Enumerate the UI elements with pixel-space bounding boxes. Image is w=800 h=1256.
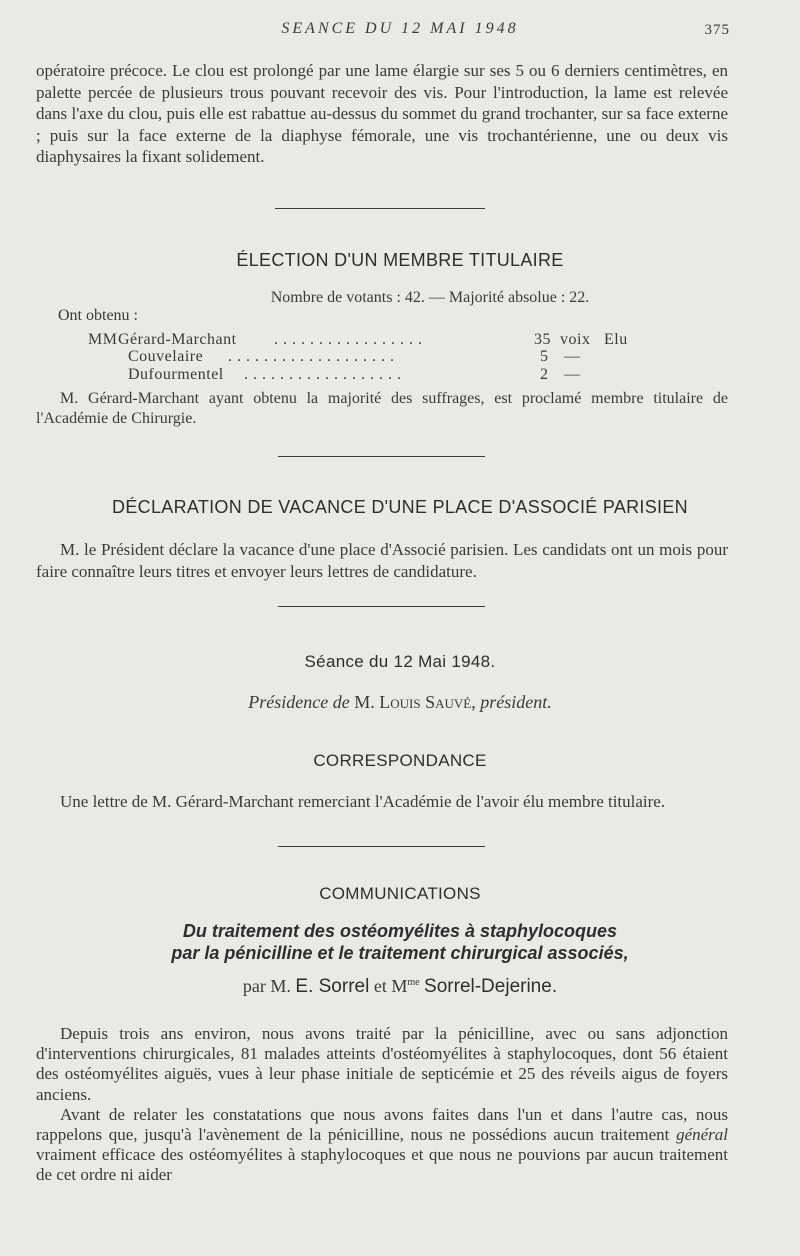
seance-title: Séance du 12 Mai 1948. [304, 652, 496, 671]
vote-row-unit: — [564, 366, 581, 383]
article-paragraph [36, 1024, 728, 1186]
election-result [36, 389, 728, 429]
election-result-text: M. Gérard-Marchant ayant obtenu la majorité des suffrages, est proclamé membre titulaire de l'Académie de Chirurgie. [36, 390, 728, 427]
presidence-prefix: Présidence de [248, 692, 350, 712]
vote-row-votes: 2 [540, 366, 549, 383]
section-divider [278, 606, 485, 607]
vote-row-name: Gérard-Marchant [118, 331, 237, 348]
article-title [0, 920, 800, 964]
section-divider [275, 208, 485, 209]
vacancy-text: M. le Président déclare la vacance d'une place d'Associé parisien. Les candidats ont un mois pour faire connaître leurs titres et envoyer leurs lettres de candidature. [36, 540, 728, 581]
vote-row [88, 366, 648, 386]
vote-row-votes: 5 [540, 348, 549, 365]
president-name: M. Louis Sauvé, [354, 692, 476, 712]
author-name: E. Sorrel [295, 976, 370, 997]
article-paragraph-text [36, 1105, 728, 1186]
authors-superscript: me [407, 977, 420, 988]
authors-connector: et M [373, 976, 408, 996]
article-title-line: par la pénicilline et le traitement chirurgical associés, [171, 943, 629, 963]
vacancy-paragraph [36, 539, 728, 582]
article-title-line: Du traitement des ostéomyélites à staphylocoques [182, 921, 618, 941]
correspondance-title: CORRESPONDANCE [313, 751, 487, 770]
vacancy-title: DÉCLARATION DE VACANCE D'UNE PLACE D'ASSOCIÉ PARISIEN [112, 497, 688, 517]
author-name: Sorrel-Dejerine. [424, 976, 558, 997]
election-title: ÉLECTION D'UN MEMBRE TITULAIRE [236, 250, 564, 270]
communications-title: COMMUNICATIONS [319, 884, 481, 903]
correspondance-text: Une lettre de M. Gérard-Marchant remerciant l'Académie de l'avoir élu membre titulaire. [60, 792, 666, 811]
paragraph-part: Avant de relater les constatations que nous avons faites dans l'un et dans l'autre cas, nous rappelons que, jusqu'à l'avènement de la pénicilline, nous ne possédions aucun traitement [36, 1104, 728, 1145]
article-paragraph-text: Depuis trois ans environ, nous avons traité par la pénicilline, avec ou sans adjonction d'interventions chirurgicales, 81 malades atteints d'ostéomyélites à staphylocoques, dont 56 étaient des ostéomyélites aiguës, vues à leur phase initiale de septicémie et 25 des réveils aigus de foyers anciens. [36, 1024, 728, 1104]
vote-row-name: Dufourmentel [128, 366, 224, 383]
vote-row-note: Elu [604, 331, 628, 348]
paragraph-emphasis: général [676, 1125, 728, 1145]
vote-row-votes: 35 [534, 331, 551, 348]
vote-row-name: Couvelaire [128, 348, 204, 365]
obtained-label: Ont obtenu : [58, 307, 138, 324]
vote-row-unit: voix [560, 331, 591, 348]
authors-line [0, 976, 800, 998]
vote-row-dots: . . . . . . . . . . . . . . . . . . [244, 366, 402, 383]
vote-row-dots: . . . . . . . . . . . . . . . . . . . [228, 348, 395, 365]
vote-row-dots: . . . . . . . . . . . . . . . . . [274, 331, 423, 348]
section-divider [278, 456, 485, 457]
vote-count-line: Nombre de votants : 42. — Majorité absolue : 22. [270, 289, 590, 306]
authors-prefix: par M. [242, 976, 291, 996]
correspondance-paragraph [36, 791, 728, 813]
paragraph-part: vraiment efficace des ostéomyélites à staphylocoques et que nous ne pouvions par aucun traitement de cet ordre ni aider [36, 1145, 728, 1185]
running-header-title: SEANCE DU 12 MAI 1948 [281, 20, 519, 37]
presidence-line [0, 692, 800, 713]
section-divider [278, 846, 485, 847]
intro-paragraph-text: opératoire précoce. Le clou est prolongé par une lame élargie sur ses 5 ou 6 derniers centimètres, en palette percée de plusieurs trous pouvant recevoir des vis. Pour l'introduction, la lame est relevée dans l'axe du clou, puis elle est rabattue au-dessus du sommet du grand trochanter, sur sa face externe ; puis sur la face externe de la diaphyse fémorale, une vis trochantérienne, une ou deux vis diaphysaires la fixant solidement. [36, 61, 728, 166]
vote-row [88, 348, 648, 368]
vote-row-prefix: MM [88, 331, 118, 348]
page-number: 375 [704, 22, 730, 38]
intro-paragraph [36, 60, 728, 168]
presidence-suffix: président. [480, 692, 552, 712]
vote-row-unit: — [564, 348, 581, 365]
